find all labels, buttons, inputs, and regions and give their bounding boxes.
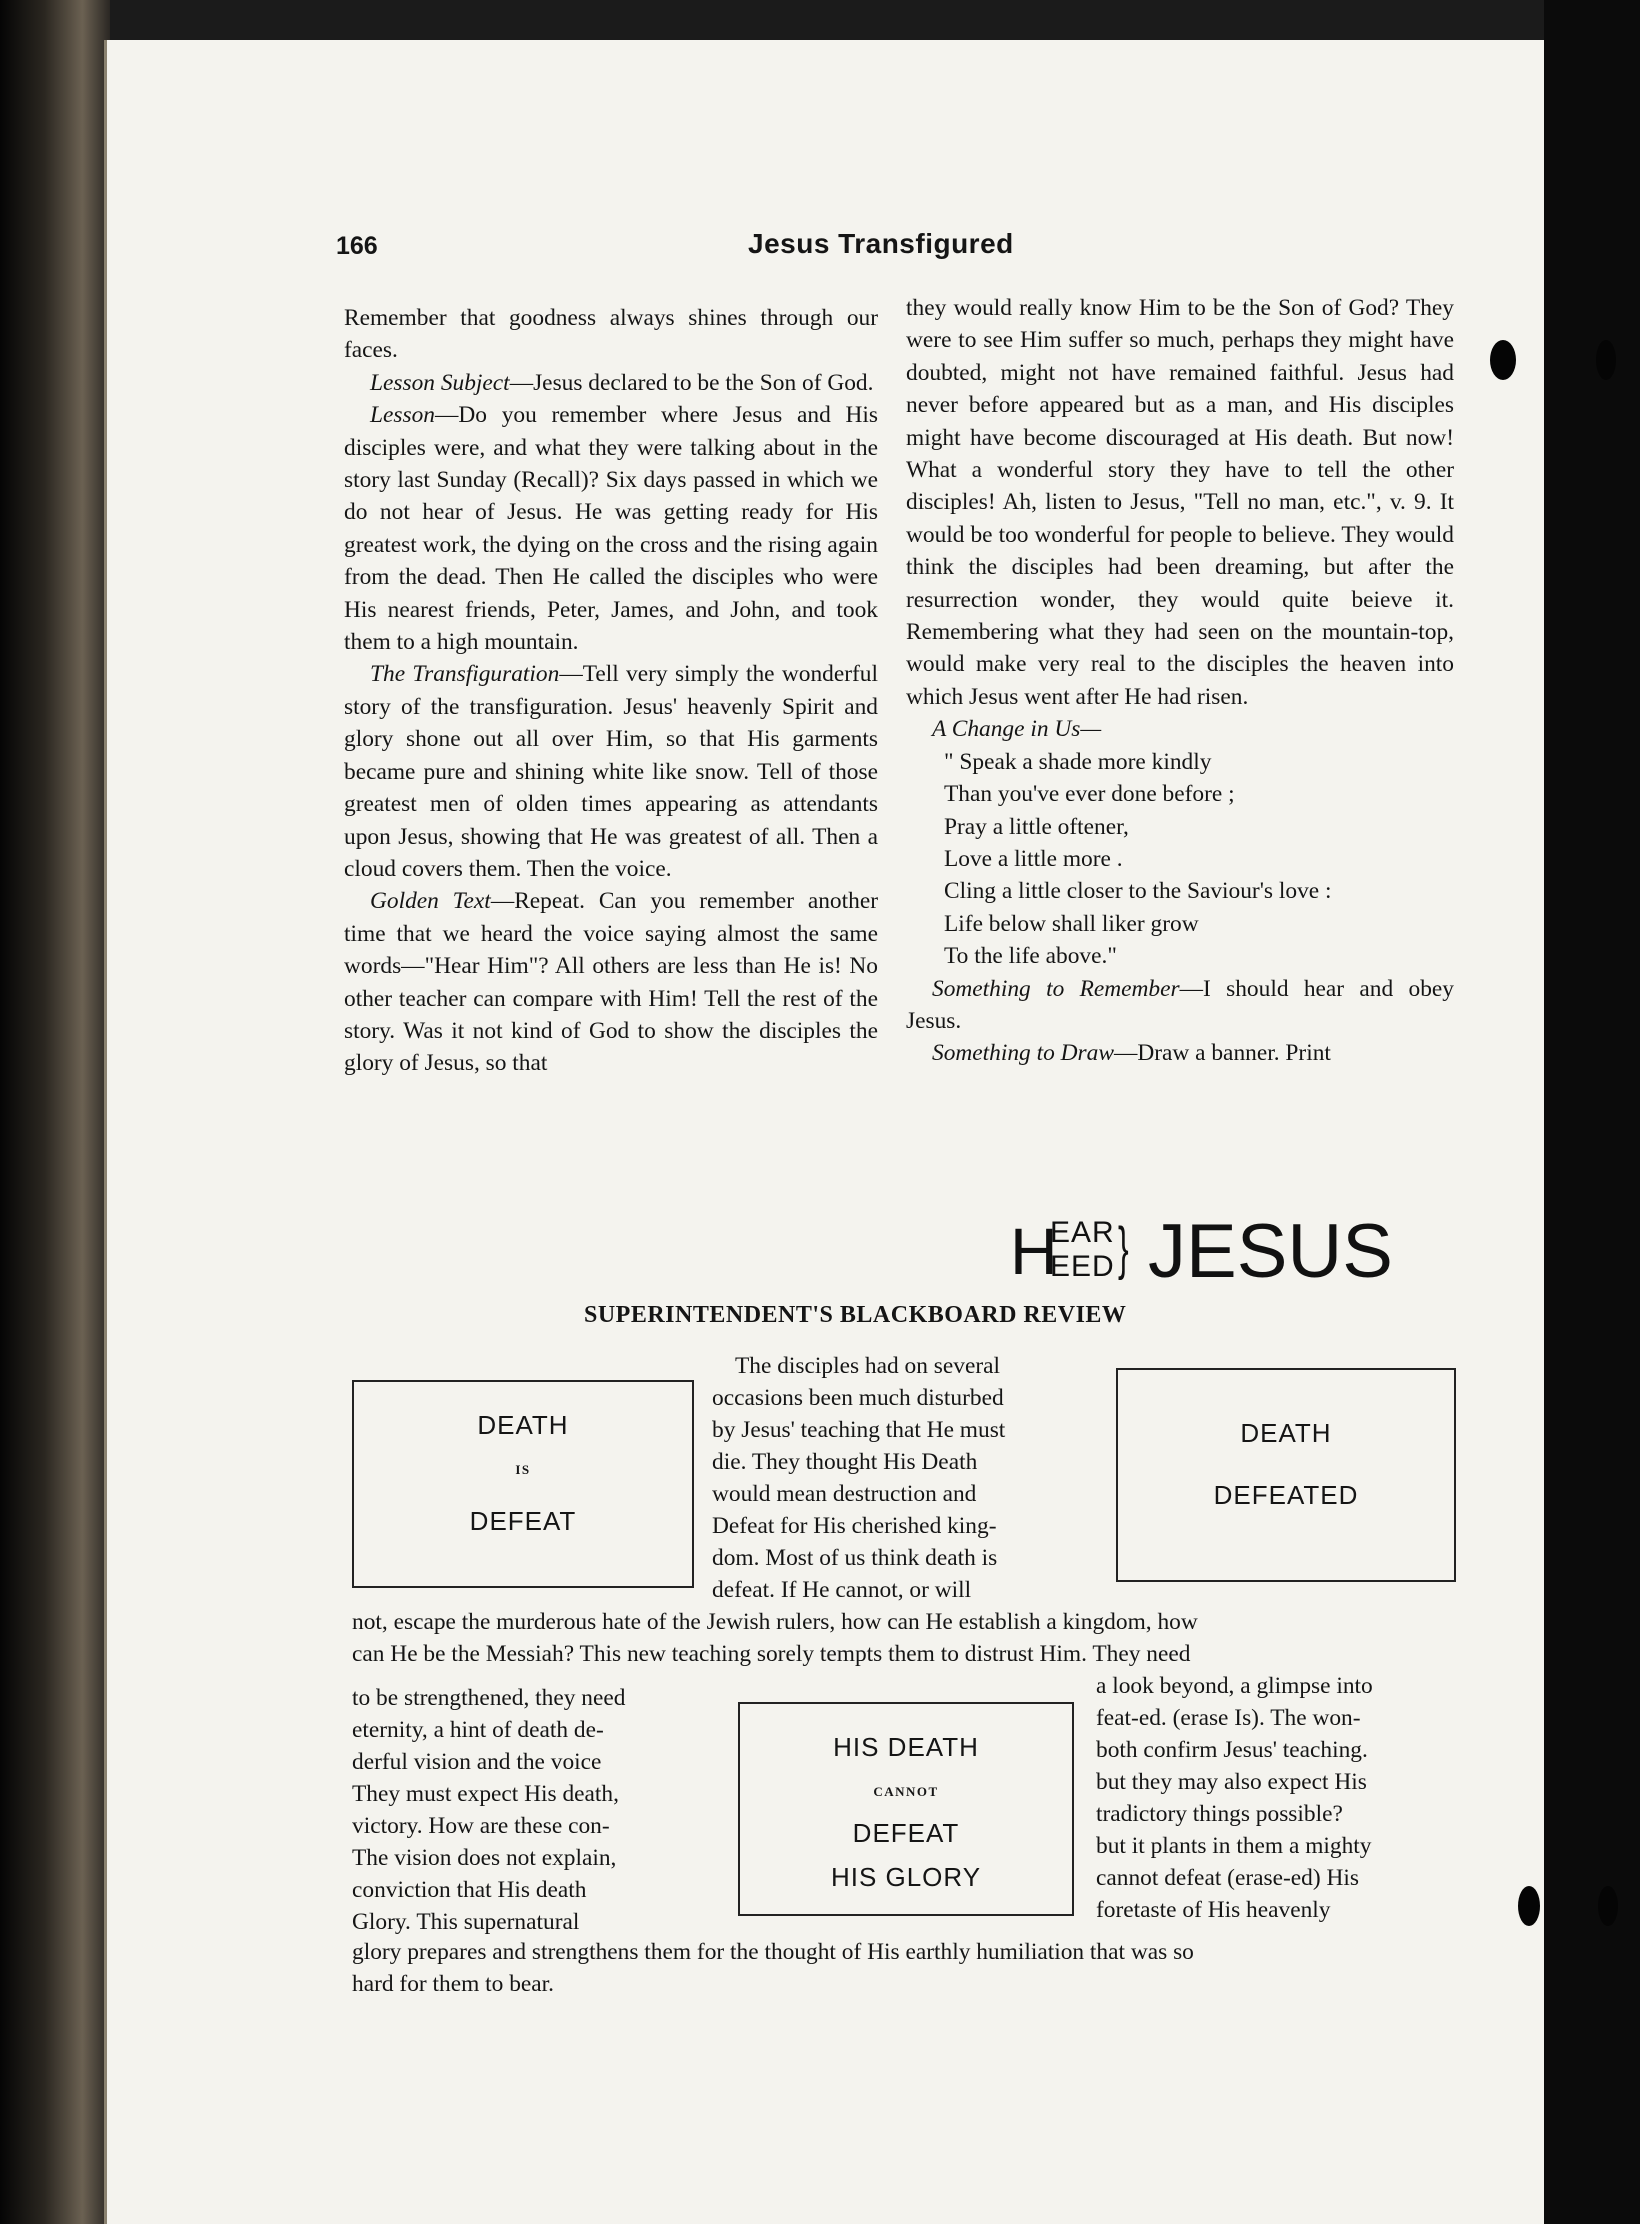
text-line: The disciples had on several xyxy=(735,1353,1001,1379)
text-line: not, escape the murderous hate of the Jewish rulers, how can He establish a kingdom, how xyxy=(352,1609,1198,1635)
blackboard-box-death-defeated xyxy=(1116,1368,1456,1582)
box-text-small: CANNOT xyxy=(873,1784,939,1799)
blackboard-box-death-is-defeat xyxy=(352,1380,694,1588)
paragraph-goodness: Remember that goodness always shines through our faces. xyxy=(344,305,878,364)
text-line: Defeat for His cherished king- xyxy=(712,1513,997,1539)
text-line: tradictory things possible? xyxy=(1096,1801,1343,1827)
text-line: foretaste of His heavenly xyxy=(1096,1897,1331,1923)
poem xyxy=(944,746,1454,973)
box-text: DEFEAT xyxy=(852,1818,960,1848)
box-text: DEFEAT xyxy=(469,1506,577,1536)
text-line: a look beyond, a glimpse into xyxy=(1096,1673,1373,1699)
text-line: both confirm Jesus' teaching. xyxy=(1096,1737,1368,1763)
poem-line: " Speak a shade more kindly xyxy=(944,748,1212,775)
draw-text: —Draw a banner. Print xyxy=(1113,1040,1331,1067)
change-in-us-label: A Change in Us— xyxy=(932,716,1102,743)
left-column xyxy=(344,302,878,1080)
text-line: cannot defeat (erase-ed) His xyxy=(1096,1865,1359,1891)
lesson-label: Lesson xyxy=(370,402,435,429)
lesson-subject-text: —Jesus declared to be the Son of God. xyxy=(509,369,874,396)
punch-hole-top-edge xyxy=(1596,340,1616,380)
poem-line: Life below shall liker grow xyxy=(944,910,1199,937)
banner-jesus: JESUS xyxy=(1148,1209,1393,1294)
book-spine xyxy=(0,0,110,2224)
poem-line: To the life above." xyxy=(944,943,1117,970)
right-column xyxy=(906,292,1454,1070)
banner-ear: EAR xyxy=(1050,1216,1115,1249)
text-line: derful vision and the voice xyxy=(352,1749,602,1775)
paragraph-lesson-subject xyxy=(344,367,878,399)
box-text: DEATH xyxy=(477,1410,569,1440)
poem-line: Love a little more . xyxy=(944,845,1123,872)
text-line: can He be the Messiah? This new teaching sorely tempts them to distrust Him. They need xyxy=(352,1641,1191,1667)
box-text: HIS DEATH xyxy=(833,1732,979,1762)
banner-brace: } xyxy=(1118,1216,1129,1281)
paragraph-something-to-remember xyxy=(906,973,1454,1038)
remember-label: Something to Remember xyxy=(932,975,1180,1002)
text-line: defeat. If He cannot, or will xyxy=(712,1577,972,1603)
box-text: HIS GLORY xyxy=(830,1862,982,1892)
review-heading: SUPERINTENDENT'S BLACKBOARD REVIEW xyxy=(584,1302,1127,1328)
text-line: They must expect His death, xyxy=(352,1781,619,1807)
lesson-subject-label: Lesson Subject xyxy=(370,369,510,396)
text-line: victory. How are these con- xyxy=(352,1813,610,1839)
punch-hole-bottom-edge xyxy=(1598,1886,1618,1926)
next-page-edge xyxy=(1544,0,1640,2224)
paragraph-son-of-god: they would really know Him to be the Son of God? They were to see Him suffer so much, perhaps they might have doubted, might not have remained faithful. Jesus had never before appeared but as a man, and His disciples might have become discouraged at His death. But now! What a wonderful story they have to tell the other disciples! Ah, listen to Jesus, "Tell no man, etc.", v. 9. It would be too wonderful for people to believe. They would think the disciples had been dreaming, but after the resurrection wonder, they would quite beieve it. Remembering what they had seen on the mountain-top, would make very real to the disciples the heaven into which Jesus went after He had risen. xyxy=(906,295,1454,710)
box-text: DEFEATED xyxy=(1213,1480,1359,1510)
text-line: to be strengthened, they need xyxy=(352,1685,626,1711)
remember-text: —I should hear and obey Jesus. xyxy=(906,975,1454,1034)
paragraph-transfiguration xyxy=(344,658,878,885)
text-line: The vision does not explain, xyxy=(352,1845,617,1871)
paragraph-something-to-draw xyxy=(906,1037,1454,1069)
banner-initial: H xyxy=(1010,1214,1058,1288)
text-line: glory prepares and strengthens them for the thought of His earthly humiliation that was so xyxy=(352,1939,1194,1965)
poem-line: Pray a little oftener, xyxy=(944,813,1129,840)
text-line: but they may also expect His xyxy=(1096,1769,1367,1795)
box-text: DEATH xyxy=(1240,1418,1332,1448)
punch-hole-top xyxy=(1490,340,1516,380)
text-line: conviction that His death xyxy=(352,1877,587,1903)
transfiguration-label: The Transfiguration xyxy=(370,661,560,688)
paragraph-lesson xyxy=(344,399,878,658)
text-line: dom. Most of us think death is xyxy=(712,1545,998,1571)
punch-hole-bottom xyxy=(1518,1886,1540,1926)
text-line: die. They thought His Death xyxy=(712,1449,978,1475)
text-line: hard for them to bear. xyxy=(352,1971,554,1997)
golden-text-label: Golden Text xyxy=(370,888,491,915)
text-line: eternity, a hint of death de- xyxy=(352,1717,604,1743)
text-line: by Jesus' teaching that He must xyxy=(712,1417,1006,1443)
text-line: would mean destruction and xyxy=(712,1481,977,1507)
text-line: but it plants in them a mighty xyxy=(1096,1833,1372,1859)
page-title: Jesus Transfigured xyxy=(748,228,1014,259)
text-line: occasions been much disturbed xyxy=(712,1385,1004,1411)
draw-label: Something to Draw xyxy=(932,1040,1114,1067)
blackboard-box-his-death xyxy=(738,1702,1074,1916)
paragraph-golden-text xyxy=(344,885,878,1079)
text-line: Glory. This supernatural xyxy=(352,1909,580,1935)
page-number: 166 xyxy=(336,232,378,260)
poem-line: Than you've ever done before ; xyxy=(944,781,1235,808)
transfiguration-text: —Tell very simply the wonderful story of the transfiguration. Jesus' heavenly Spirit and glory shone out all over Him, so that His garments became pure and shining white like snow. Tell of those greatest men of olden times appearing as attendants upon Jesus, showing that He was greatest of all. Then a cloud covers them. Then the voice. xyxy=(344,661,878,882)
lesson-text: —Do you remember where Jesus and His disciples were, and what they were talking about in the story last Sunday (Recall)? Six days passed in which we do not hear of Jesus. He was getting ready for His greatest work, the dying on the cross and the rising again from the dead. Then He called the disciples who were His nearest friends, Peter, James, and John, and took them to a high mountain. xyxy=(344,402,878,656)
text-line: feat-ed. (erase Is). The won- xyxy=(1096,1705,1361,1731)
poem-line: Cling a little closer to the Saviour's love : xyxy=(944,878,1332,905)
box-text-small: IS xyxy=(515,1462,531,1477)
golden-text-text: —Repeat. Can you remember another time that we heard the voice saying almost the same words—"Hear Him"? All others are less than He is! No other teacher can compare with Him! Tell the rest of the story. Was it not kind of God to show the disciples the glory of Jesus, so that xyxy=(344,888,878,1077)
banner-eed: EED xyxy=(1050,1250,1115,1283)
